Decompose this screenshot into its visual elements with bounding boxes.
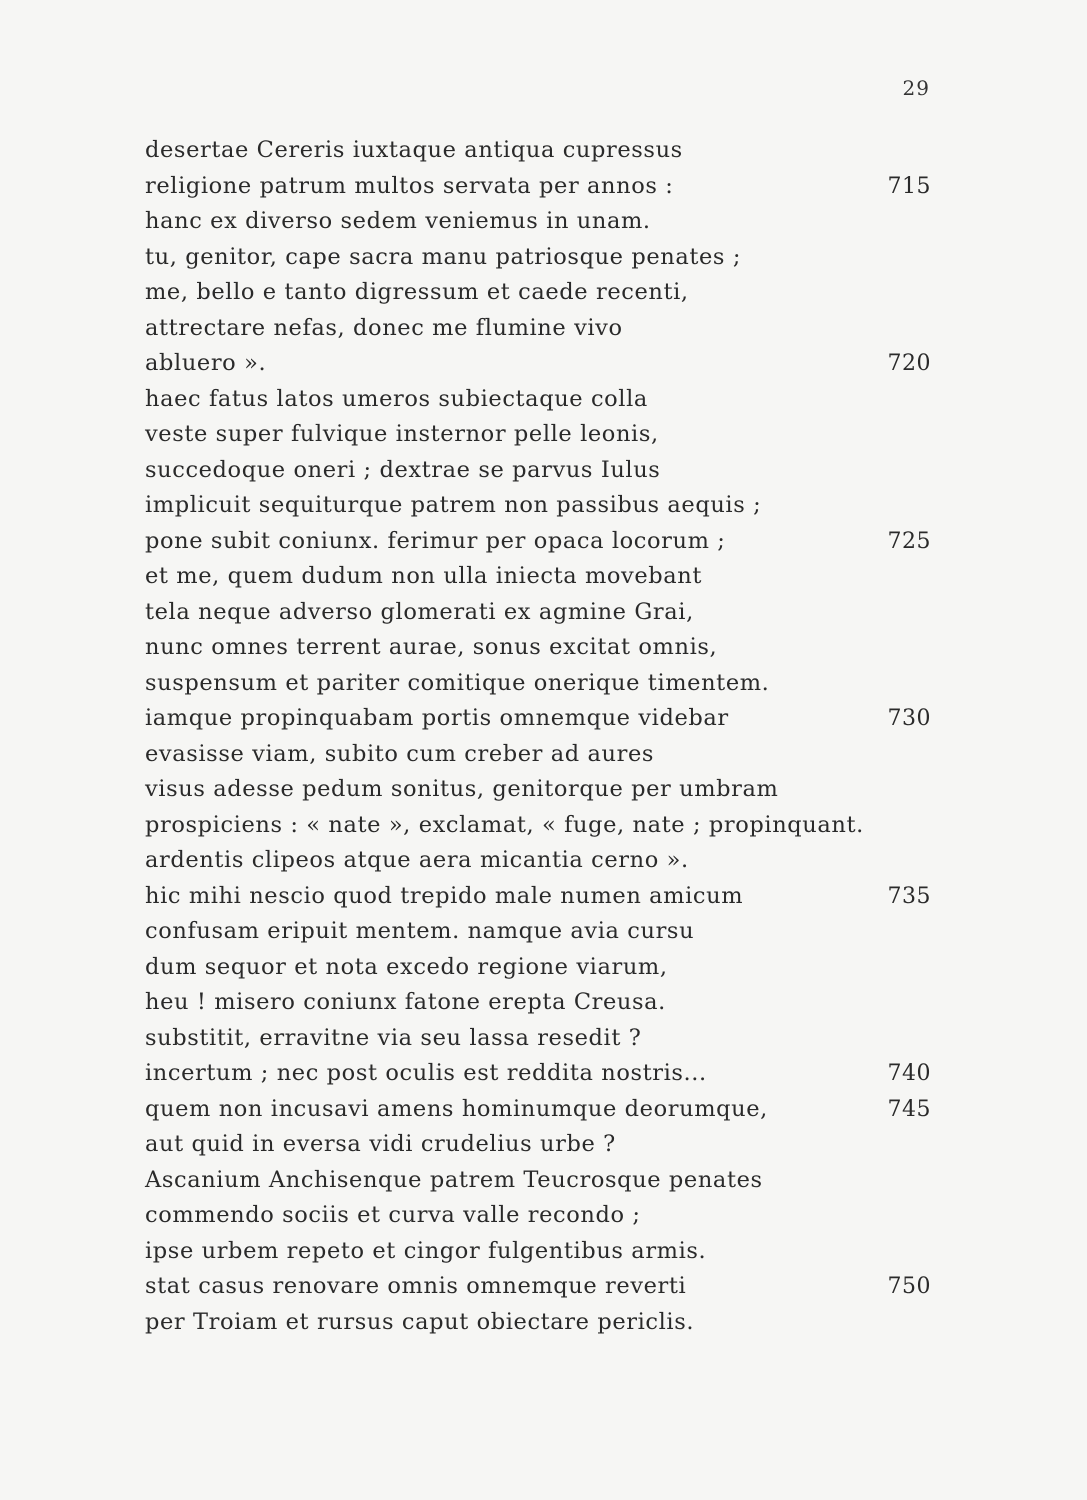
- line-number: 725: [887, 528, 931, 554]
- line-number: 750: [887, 1274, 931, 1299]
- verse-line: [145, 985, 935, 1021]
- verse-text: visus adesse pedum sonitus, genitorque per umbram: [145, 776, 779, 802]
- verse-text: desertae Cereris iuxtaque antiqua cupressus: [145, 137, 683, 163]
- verse-line: [145, 524, 935, 560]
- line-number: 740: [887, 1061, 931, 1086]
- verse-line: [145, 843, 935, 879]
- verse-text: veste super fulvique insternor pelle leonis,: [145, 421, 659, 447]
- verse-text: substitit, erravitne via seu lassa resedit ?: [145, 1024, 642, 1051]
- verse-line: [145, 417, 935, 453]
- verse-text: nunc omnes terrent aurae, sonus excitat omnis,: [145, 634, 718, 660]
- verse-text: hanc ex diverso sedem veniemus in unam.: [145, 208, 651, 234]
- verse-text: hic mihi nescio quod trepido male numen amicum: [145, 882, 744, 909]
- verse-line: [145, 595, 935, 631]
- verse-line: [145, 1198, 935, 1234]
- verse-line: [145, 772, 935, 808]
- verse-text: stat casus renovare omnis omnemque reverti: [145, 1273, 687, 1299]
- verse-line: [145, 1305, 935, 1341]
- verse-text: abluero ».: [145, 350, 267, 376]
- verse-line: [145, 1092, 935, 1128]
- verse-text: attrectare nefas, donec me flumine vivo: [145, 314, 623, 341]
- verse-text: suspensum et pariter comitique onerique timentem.: [145, 669, 770, 696]
- verse-text: per Troiam et rursus caput obiectare periclis.: [145, 1308, 695, 1335]
- verse-text: prospiciens : « nate », exclamat, « fuge, nate ; propinquant.: [145, 811, 864, 838]
- verse-text: succedoque oneri ; dextrae se parvus Iulus: [145, 456, 661, 483]
- verse-line: [145, 1269, 935, 1305]
- verse-text: me, bello e tanto digressum et caede recenti,: [145, 279, 689, 305]
- verse-text: ipse urbem repeto et cingor fulgentibus armis.: [145, 1237, 707, 1264]
- verse-line: [145, 204, 935, 240]
- verse-line: [145, 382, 935, 418]
- verse-line: [145, 488, 935, 524]
- verse-line: [145, 453, 935, 489]
- verse-text: haec fatus latos umeros subiectaque colla: [145, 385, 648, 412]
- verse-text: incertum ; nec post oculis est reddita nostris...: [145, 1060, 707, 1086]
- verse-line: [145, 914, 935, 950]
- verse-line: [145, 559, 935, 595]
- verse-line: [145, 630, 935, 666]
- verse-line: [145, 1056, 935, 1092]
- verse-text: Ascanium Anchisenque patrem Teucrosque penates: [145, 1166, 763, 1193]
- page-number: 29: [902, 76, 930, 100]
- verse-line: [145, 1021, 935, 1057]
- verse-line: [145, 346, 935, 382]
- verse-text: quem non incusavi amens hominumque deorumque,: [145, 1095, 768, 1122]
- verse-line: [145, 808, 935, 844]
- line-number: 715: [887, 173, 931, 199]
- verse-line: [145, 950, 935, 986]
- verse-text: commendo sociis et curva valle recondo ;: [145, 1202, 641, 1228]
- verse-text: pone subit coniunx. ferimur per opaca locorum ;: [145, 527, 726, 554]
- line-number: 735: [887, 883, 931, 909]
- verse-line: [145, 737, 935, 773]
- verse-line: [145, 1163, 935, 1199]
- verse-line: [145, 1127, 935, 1163]
- verse-text: tela neque adverso glomerati ex agmine Grai,: [145, 598, 694, 625]
- verse-text: iamque propinquabam portis omnemque videbar: [145, 705, 729, 731]
- line-number: 720: [887, 351, 931, 376]
- verse-line: [145, 275, 935, 311]
- verse-line: [145, 879, 935, 915]
- verse-text: tu, genitor, cape sacra manu patriosque penates ;: [145, 243, 741, 270]
- verse-line: [145, 169, 935, 205]
- verse-line: [145, 240, 935, 276]
- verse-text: et me, quem dudum non ulla iniecta movebant: [145, 563, 703, 589]
- line-number: 730: [887, 706, 931, 731]
- verse-text: implicuit sequiturque patrem non passibus aequis ;: [145, 492, 762, 518]
- verse-text: evasisse viam, subito cum creber ad aures: [145, 740, 655, 767]
- verse-text: confusam eripuit mentem. namque avia cursu: [145, 918, 695, 944]
- verse-text: aut quid in eversa vidi crudelius urbe ?: [145, 1131, 616, 1157]
- verse-line: [145, 666, 935, 702]
- verse-line: [145, 311, 935, 347]
- verse-text: dum sequor et nota excedo regione viarum,: [145, 953, 668, 980]
- verse-line: [145, 133, 935, 169]
- verse-line: [145, 1234, 935, 1270]
- verse-line: [145, 701, 935, 737]
- verse-block: [145, 133, 935, 1340]
- verse-text: heu ! misero coniunx fatone erepta Creusa.: [145, 989, 666, 1015]
- verse-text: religione patrum multos servata per annos :: [145, 172, 674, 199]
- verse-text: ardentis clipeos atque aera micantia cerno ».: [145, 847, 689, 873]
- line-number: 745: [887, 1096, 931, 1122]
